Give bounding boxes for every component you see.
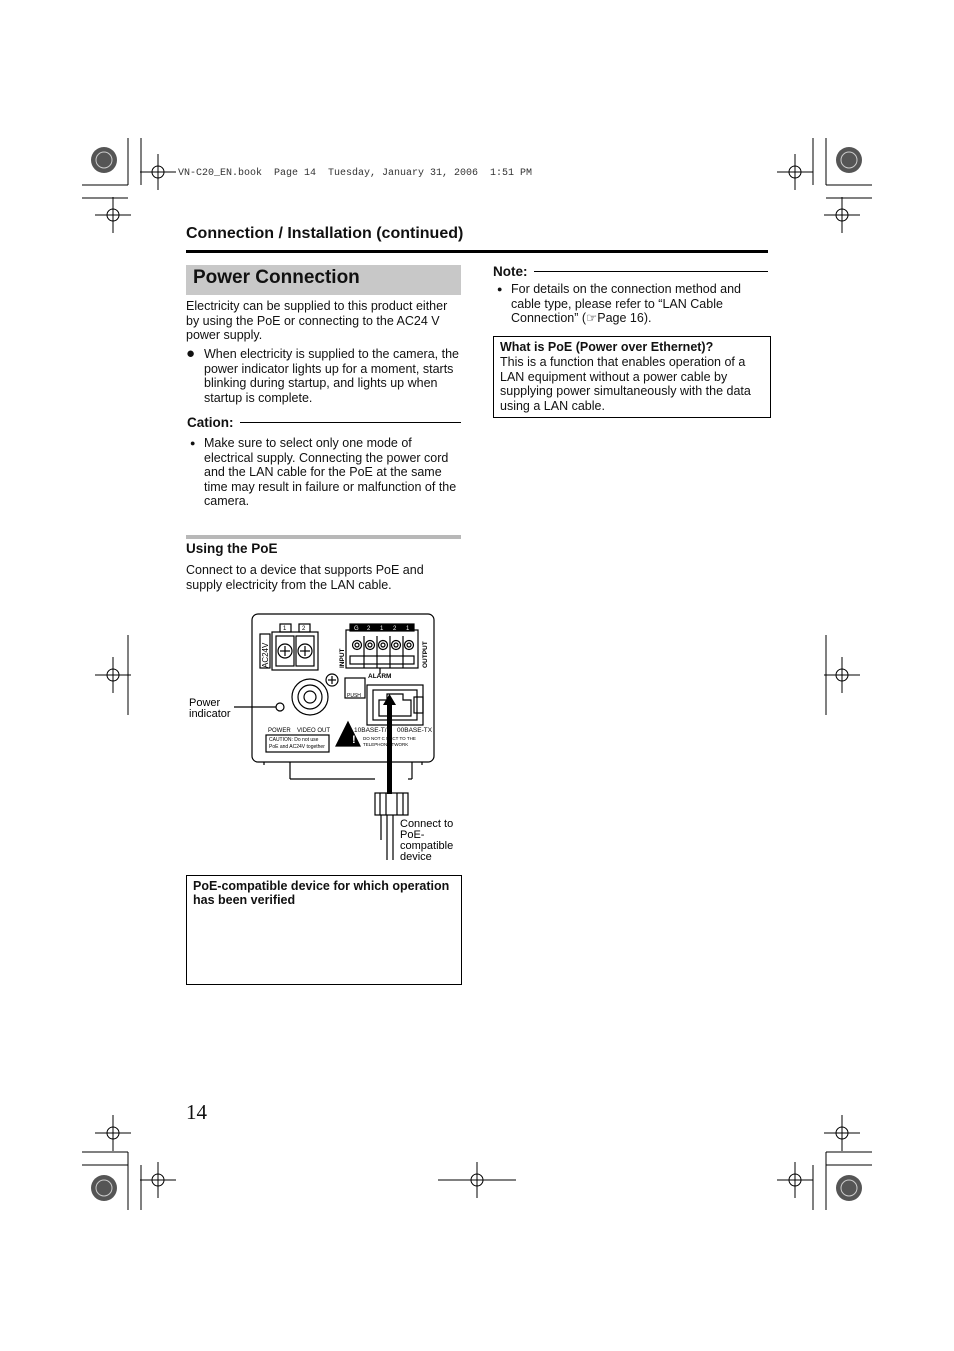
power-indicator-label-2: indicator [189, 708, 231, 720]
terminal-label-2: 2 [302, 626, 306, 632]
bullet-text: For details on the connection method and cable type, please refer to “LAN Cable Connection” (☞Page 16). [511, 282, 742, 326]
bullet-text: Make sure to select only one mode of electrical supply. Connecting the power cord and the LAN cable for the PoE at the same time may result in failure or malfunction of the camera. [204, 436, 457, 509]
bullet-icon: ● [186, 345, 196, 362]
page-heading: Connection / Installation (continued) [186, 225, 464, 242]
note-rule [534, 271, 769, 272]
camera-rear-panel-diagram [180, 605, 480, 870]
base-text-2: 00BASE-TX [397, 727, 433, 734]
lan-cable [387, 700, 392, 794]
heading-rule [186, 250, 768, 253]
base-text-1: 10BASE-T/ [354, 727, 387, 734]
connect-label-4: device [400, 851, 432, 863]
io-label-2b: 2 [393, 626, 397, 632]
caution-heading [187, 415, 461, 430]
power-text: POWER [268, 728, 291, 734]
alarm-label: ALARM [368, 673, 392, 680]
io-label-1a: 1 [380, 626, 384, 632]
io-label-1b: 1 [406, 626, 410, 632]
ac-label: AC24V [261, 642, 270, 668]
caution-label: Cation: [187, 415, 234, 430]
io-label-2a: 2 [367, 626, 371, 632]
note-bullet [497, 282, 765, 326]
intro-paragraph: Electricity can be supplied to this product either by using the PoE or connecting to the AC24 V power supply. [186, 299, 448, 343]
power-indicator-bullet [186, 347, 462, 405]
subsection-bar [186, 535, 461, 539]
connect-label-2: PoE- [400, 829, 425, 841]
video-out-text: VIDEO OUT [297, 728, 331, 734]
bullet-icon: ● [190, 438, 196, 448]
caution-text-1: CAUTION: Do not use [269, 737, 319, 743]
warning-icon: ! [352, 734, 356, 746]
caution-rule [240, 422, 462, 423]
input-label: INPUT [339, 648, 346, 668]
subsection-title: Using the PoE [186, 541, 278, 556]
connect-label-3: compatible [400, 840, 454, 852]
connect-label-1: Connect to [400, 818, 454, 830]
network-text-1: DO NOT C NECT TO THE [363, 736, 416, 741]
note-heading [493, 264, 768, 279]
caution-text-2: PoE and AC24V together [269, 744, 325, 750]
poe-info-text: This is a function that enables operation of a LAN equipment without a power cable by supplying power simultaneously with the data using a LAN cable. [500, 355, 751, 413]
poe-info-title: What is PoE (Power over Ethernet)? [500, 340, 714, 354]
section-title: Power Connection [193, 267, 360, 288]
terminal-label-1: 1 [283, 626, 287, 632]
note-label: Note: [493, 264, 528, 279]
bullet-icon: ● [497, 284, 503, 294]
power-indicator-label-1: Power [189, 697, 221, 709]
caution-bullet [190, 436, 462, 509]
network-text-2: TELEPHON ETWORK [363, 742, 409, 747]
verified-device-title: PoE-compatible device for which operation has been verified [193, 879, 450, 907]
bullet-text: When electricity is supplied to the camera, the power indicator lights up for a moment, starts blinking during startup, and lights up when startup is complete. [204, 347, 459, 405]
verified-device-box [186, 875, 462, 985]
page-number: 14 [186, 1100, 207, 1124]
poe-info-box [493, 336, 771, 418]
push-label: PUSH [347, 693, 361, 699]
io-label-g: G [354, 626, 359, 632]
output-label: OUTPUT [422, 641, 429, 668]
poe-paragraph: Connect to a device that supports PoE and supply electricity from the LAN cable. [186, 563, 424, 592]
print-header: VN-C20_EN.book Page 14 Tuesday, January 31, 2006 1:51 PM [178, 168, 533, 179]
